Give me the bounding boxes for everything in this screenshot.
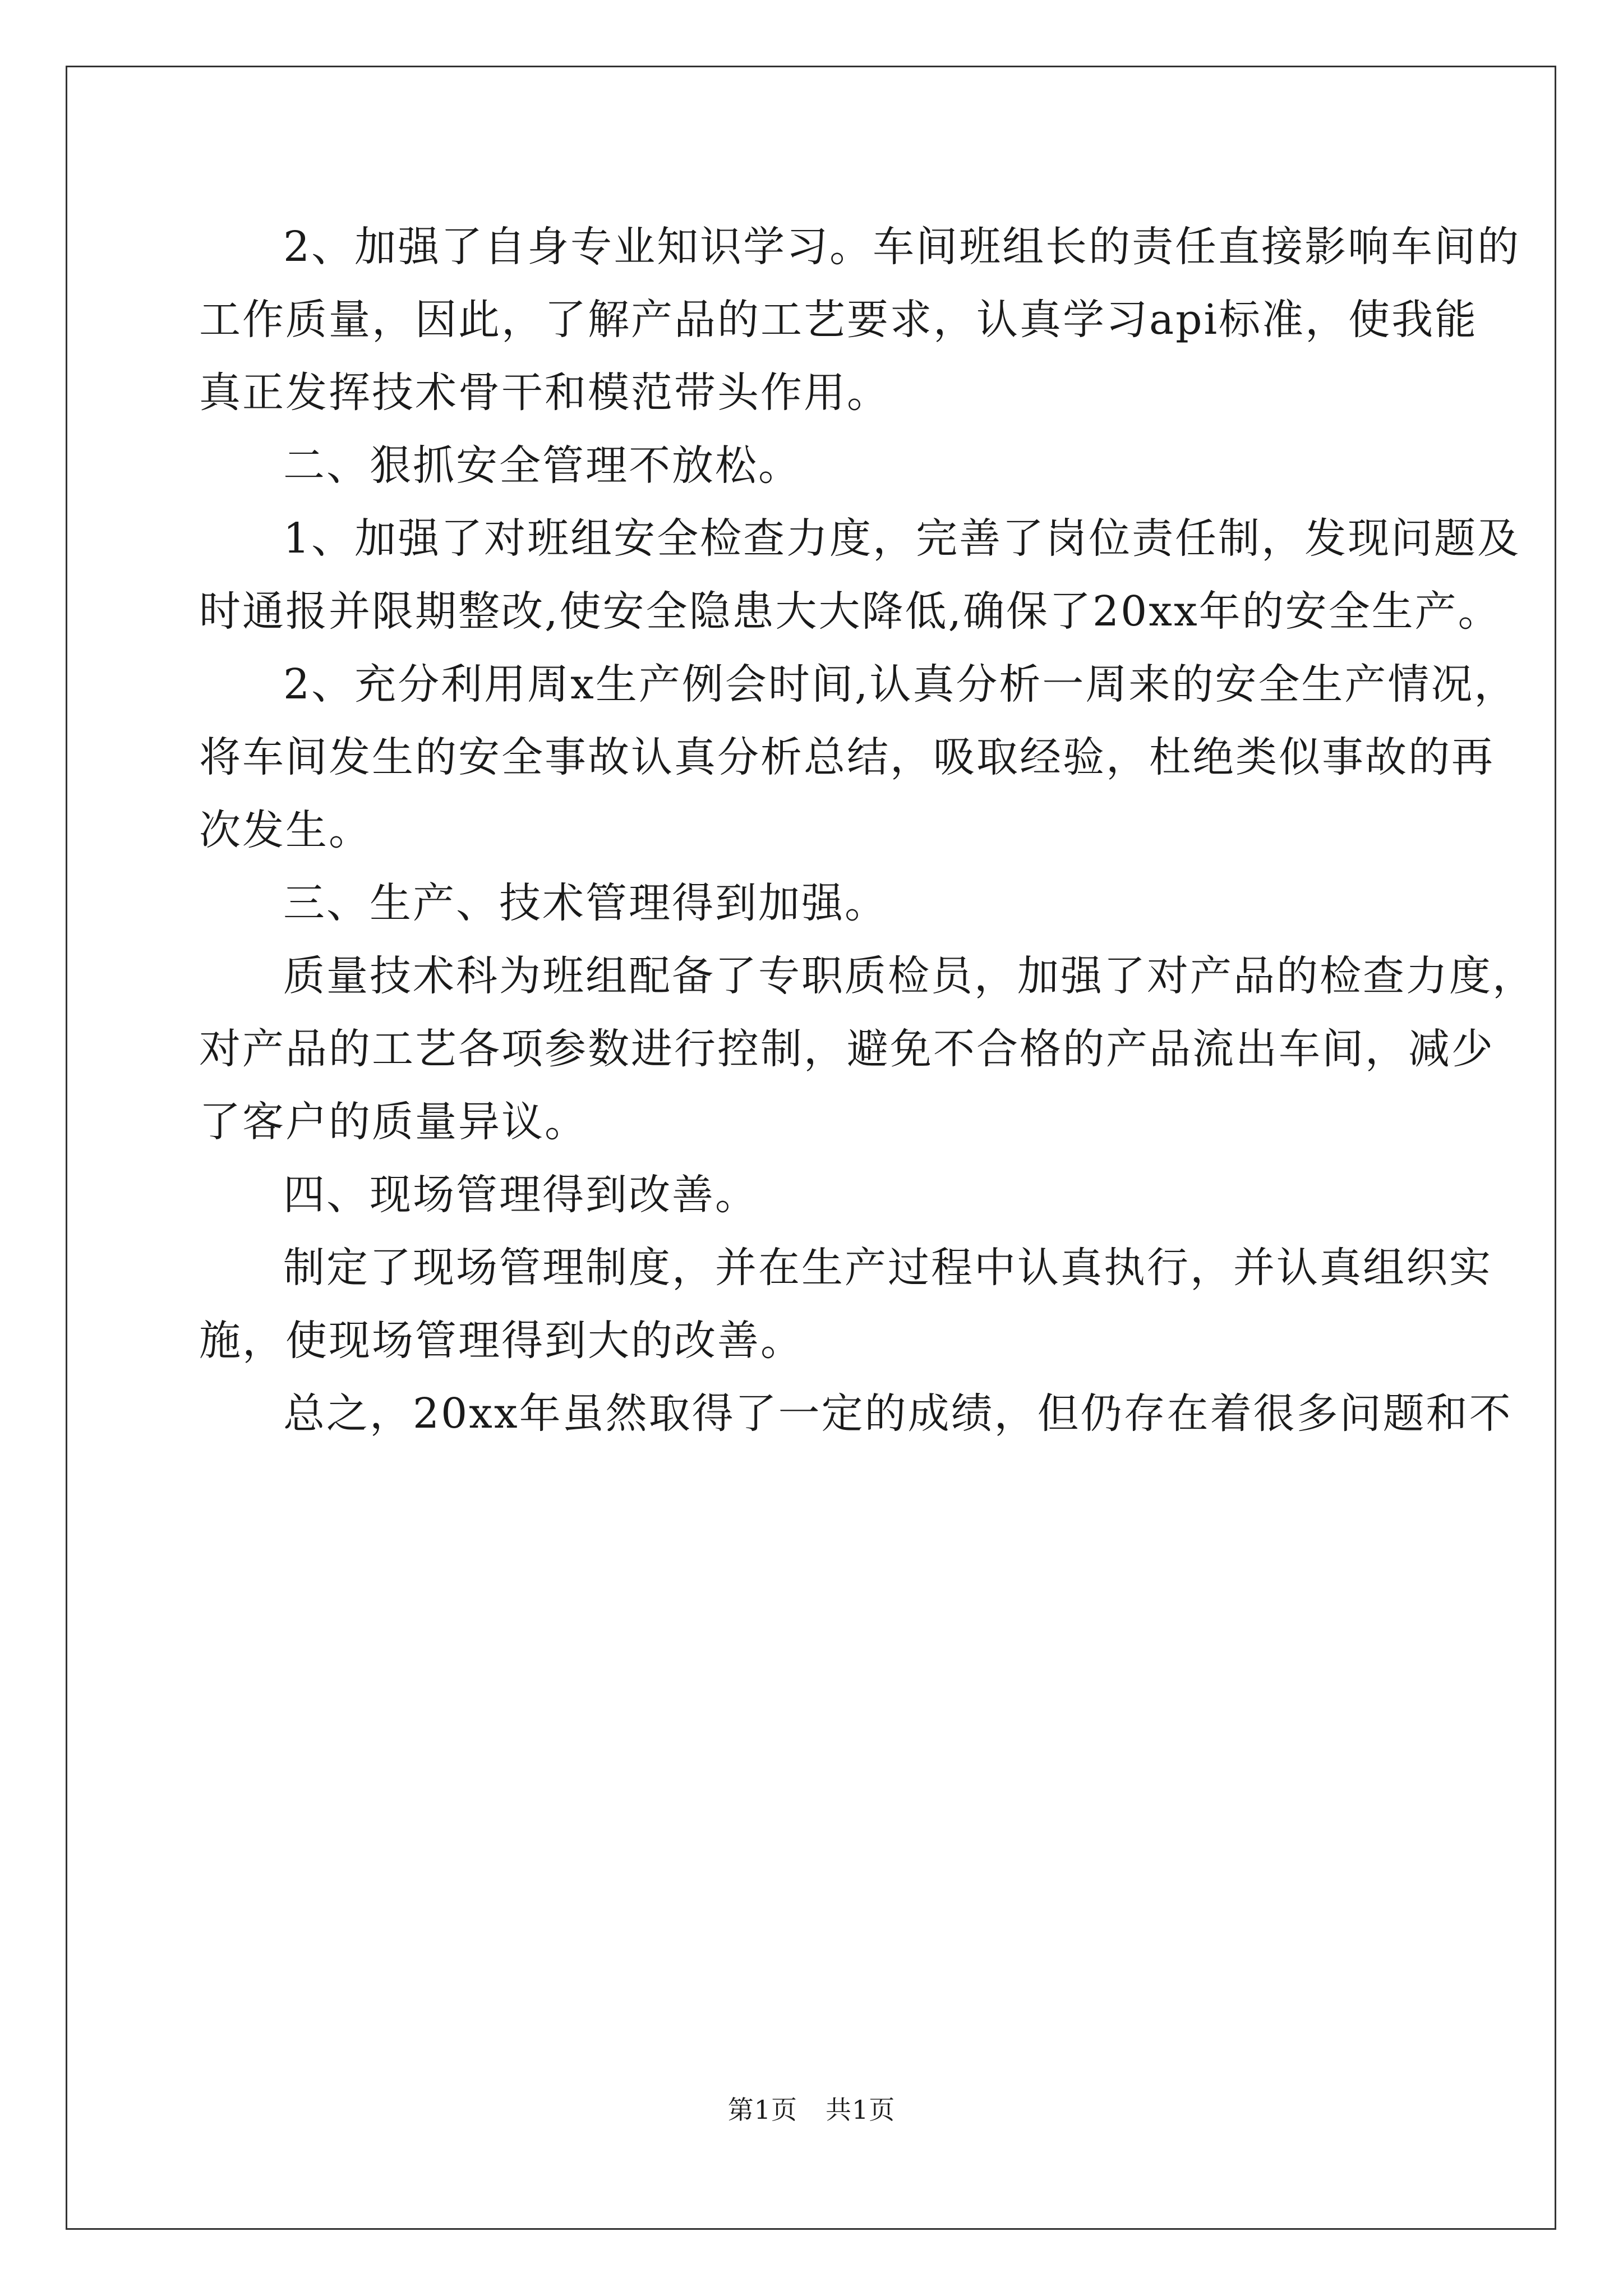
paragraph-line: 将车间发生的安全事故认真分析总结，吸取经验，杜绝类似事故的再: [199, 733, 1495, 781]
paragraph-line: 对产品的工艺各项参数进行控制，避免不合格的产品流出车间，减少: [199, 1025, 1495, 1073]
section-heading: 二、狠抓安全管理不放松。: [283, 441, 801, 490]
paragraph-line: 2、加强了自身专业知识学习。车间班组长的责任直接影响车间的: [283, 223, 1521, 271]
paragraph-line: 次发生。: [199, 806, 372, 854]
document-body: [199, 210, 1536, 1450]
page-footer: [0, 2090, 1623, 2127]
paragraph-line: 2、充分利用周x生产例会时间,认真分析一周来的安全生产情况，: [283, 660, 1518, 708]
paragraph-line: 真正发挥技术骨干和模范带头作用。: [199, 369, 890, 417]
paragraph-line: 总之，20xx年虽然取得了一定的成绩，但仍存在着很多问题和不: [283, 1389, 1513, 1438]
paragraph-line: 时通报并限期整改,使安全隐患大大降低,确保了20xx年的安全生产。: [199, 587, 1501, 636]
section-heading: 三、生产、技术管理得到加强。: [283, 879, 888, 927]
paragraph-line: 了客户的质量异议。: [199, 1098, 588, 1146]
page-number-total: 共1页: [826, 2095, 896, 2125]
paragraph-line: 工作质量，因此，了解产品的工艺要求，认真学习api标准，使我能: [199, 296, 1478, 344]
paragraph-line: 1、加强了对班组安全检查力度，完善了岗位责任制，发现问题及: [283, 514, 1521, 563]
paragraph-line: 施，使现场管理得到大的改善。: [199, 1317, 804, 1365]
page-number-current: 第1页: [727, 2095, 797, 2125]
paragraph-line: 质量技术科为班组配备了专职质检员，加强了对产品的检查力度，: [283, 952, 1536, 1000]
paragraph-line: 制定了现场管理制度，并在生产过程中认真执行，并认真组织实: [283, 1244, 1492, 1292]
section-heading: 四、现场管理得到改善。: [283, 1171, 758, 1219]
